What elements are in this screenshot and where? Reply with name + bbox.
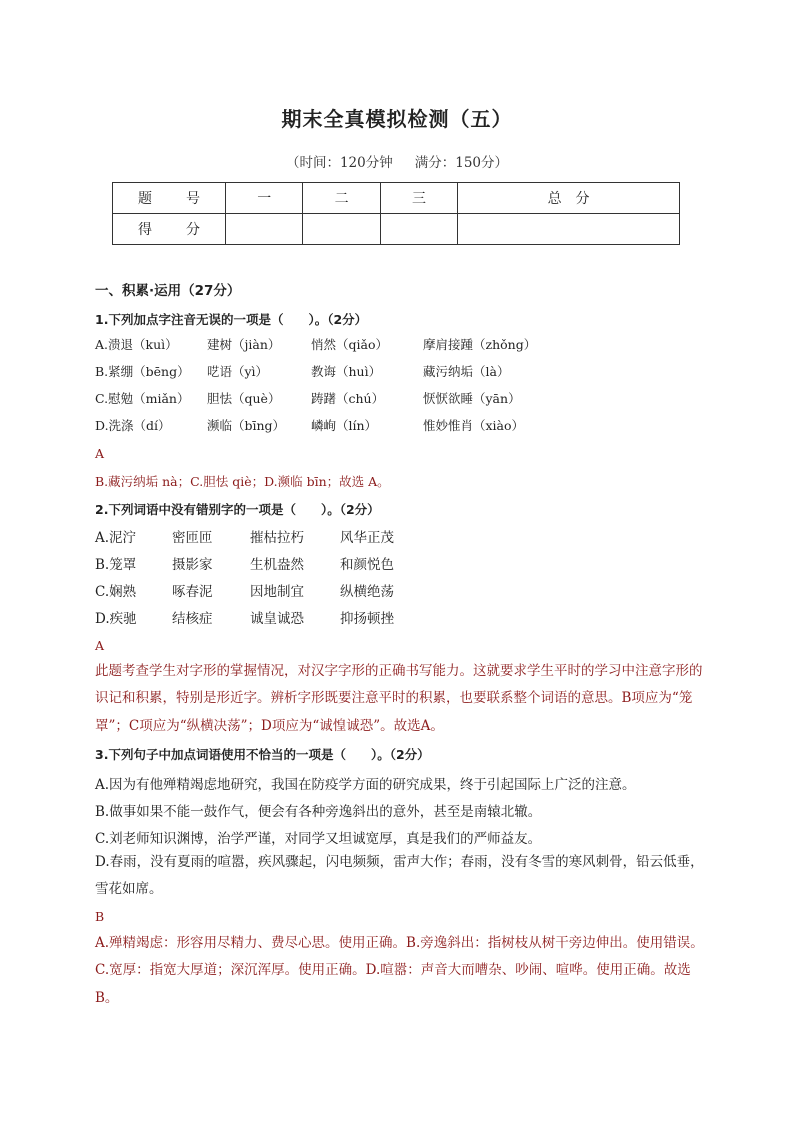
option-row	[95, 576, 394, 603]
question-3-answer: B	[95, 909, 105, 924]
question-1-answer: A	[95, 446, 105, 461]
option-item: 悄然（qiǎo）	[311, 336, 388, 352]
score-table-header-row	[113, 183, 680, 214]
option-item: 胆怯（què）	[207, 390, 281, 406]
section-heading: 一、积累·运用（27分）	[95, 283, 241, 299]
option-item: 呓语（yì）	[207, 363, 269, 379]
option-item: 诚皇诚恐	[250, 611, 304, 628]
option-item: 纵横绝荡	[340, 583, 394, 600]
option-row	[95, 604, 394, 631]
option-item: 藏污纳垢（là）	[423, 363, 510, 379]
question-1-options	[95, 330, 536, 439]
question-3-option-b: B.做事如果不能一鼓作气，便会有各种旁逸斜出的意外，甚至是南辕北辙。	[95, 804, 542, 820]
option-item: 踌躇（chú）	[311, 390, 385, 406]
score-info: 满分：150分）	[414, 155, 509, 171]
option-row	[95, 522, 394, 549]
header-label-char: 号	[186, 191, 200, 207]
score-table	[112, 182, 680, 245]
option-item: 摄影家	[172, 556, 213, 573]
option-item: 摧枯拉朽	[250, 529, 304, 546]
question-2-options	[95, 522, 394, 631]
option-item: C.娴熟	[95, 583, 137, 600]
option-item: 啄春泥	[172, 583, 213, 600]
option-item: B.笼罩	[95, 556, 137, 573]
option-item: 嶙峋（lín）	[311, 418, 378, 434]
option-item: 密匝匝	[172, 529, 213, 546]
score-label-char: 分	[186, 222, 200, 238]
option-item: 摩肩接踵（zhǒng）	[423, 336, 537, 352]
option-item: 因地制宜	[250, 583, 304, 600]
option-row	[95, 357, 536, 384]
question-2-stem: 2.下列词语中没有错别字的一项是（ ）。（2分）	[95, 502, 380, 517]
header-cell: 总 分	[458, 183, 680, 214]
header-cell: 三	[380, 183, 457, 214]
score-cell[interactable]	[303, 214, 380, 245]
header-label-char: 题	[138, 191, 152, 207]
option-item: 恹恹欲睡（yān）	[423, 390, 521, 406]
question-3-option-a: A.因为有他殚精竭虑地研究，我国在防疫学方面的研究成果，终于引起国际上广泛的注意。	[95, 777, 636, 793]
option-item: 惟妙惟肖（xiào）	[423, 418, 525, 434]
option-item: D.洗涤（dí）	[95, 418, 171, 434]
question-3-option-d: D.春雨，没有夏雨的喧嚣，疾风骤起，闪电频频，雷声大作；春雨，没有冬雪的寒风刺骨，铅云低垂，雪花如席。	[95, 854, 704, 898]
score-cell[interactable]	[458, 214, 680, 245]
question-1-stem: 1.下列加点字注音无误的一项是（ ）。（2分）	[95, 312, 368, 327]
score-cell[interactable]	[380, 214, 457, 245]
question-1-explanation: B.藏污纳垢 nà；C.胆怯 qiè；D.濒临 bīn；故选 A。	[95, 474, 390, 489]
question-3-option-c: C.刘老师知识渊博，治学严谨，对同学又坦诚宽厚，真是我们的严师益友。	[95, 831, 542, 847]
option-row	[95, 384, 536, 411]
header-label-cell	[113, 183, 226, 214]
option-item: 建树（jiàn）	[207, 336, 281, 352]
option-item: D.疾驰	[95, 611, 137, 628]
option-item: B.紧绷（bēng）	[95, 363, 190, 379]
question-2-answer: A	[95, 638, 105, 653]
header-cell: 一	[226, 183, 303, 214]
option-row	[95, 330, 536, 357]
page-title: 期末全真模拟检测（五）	[281, 107, 513, 131]
option-row	[95, 549, 394, 576]
header-cell: 二	[303, 183, 380, 214]
time-info: （时间：120分钟	[285, 155, 393, 171]
question-2-explanation: 此题考查学生对字形的掌握情况，对汉字字形的正确书写能力。这就要求学生平时的学习中注意字形的识记和积累，特别是形近字。辨析字形既要注意平时的积累，也要联系整个词语的意思。B项应为“笼罩”；C项应为“纵横决荡”；D项应为“诚惶诚恐”。故选A。	[95, 663, 703, 734]
score-table-score-row	[113, 214, 680, 245]
option-item: 濒临（bīng）	[207, 418, 286, 434]
option-row	[95, 412, 536, 439]
option-item: 风华正茂	[340, 529, 394, 546]
option-item: 结核症	[172, 611, 213, 628]
question-3-stem: 3.下列句子中加点词语使用不恰当的一项是（ ）。（2分）	[95, 747, 430, 762]
option-item: C.慰勉（miǎn）	[95, 390, 190, 406]
option-item: A.溃退（kuì）	[95, 336, 178, 352]
option-item: 生机盎然	[250, 556, 304, 573]
exam-info	[0, 151, 794, 171]
score-label-char: 得	[138, 222, 152, 238]
option-item: 抑扬顿挫	[340, 611, 394, 628]
option-item: 和颜悦色	[340, 556, 394, 573]
score-label-cell	[113, 214, 226, 245]
score-cell[interactable]	[226, 214, 303, 245]
option-item: A.泥泞	[95, 529, 137, 546]
option-item: 教诲（huì）	[311, 363, 382, 379]
question-3-explanation: A.殚精竭虑：形容用尽精力、费尽心思。使用正确。B.旁逸斜出：指树枝从树干旁边伸出。使用错误。C.宽厚：指宽大厚道；深沉浑厚。使用正确。D.喧嚣：声音大而嘈杂、吵闹、喧哗。使用正确。故选B。	[95, 935, 704, 1006]
